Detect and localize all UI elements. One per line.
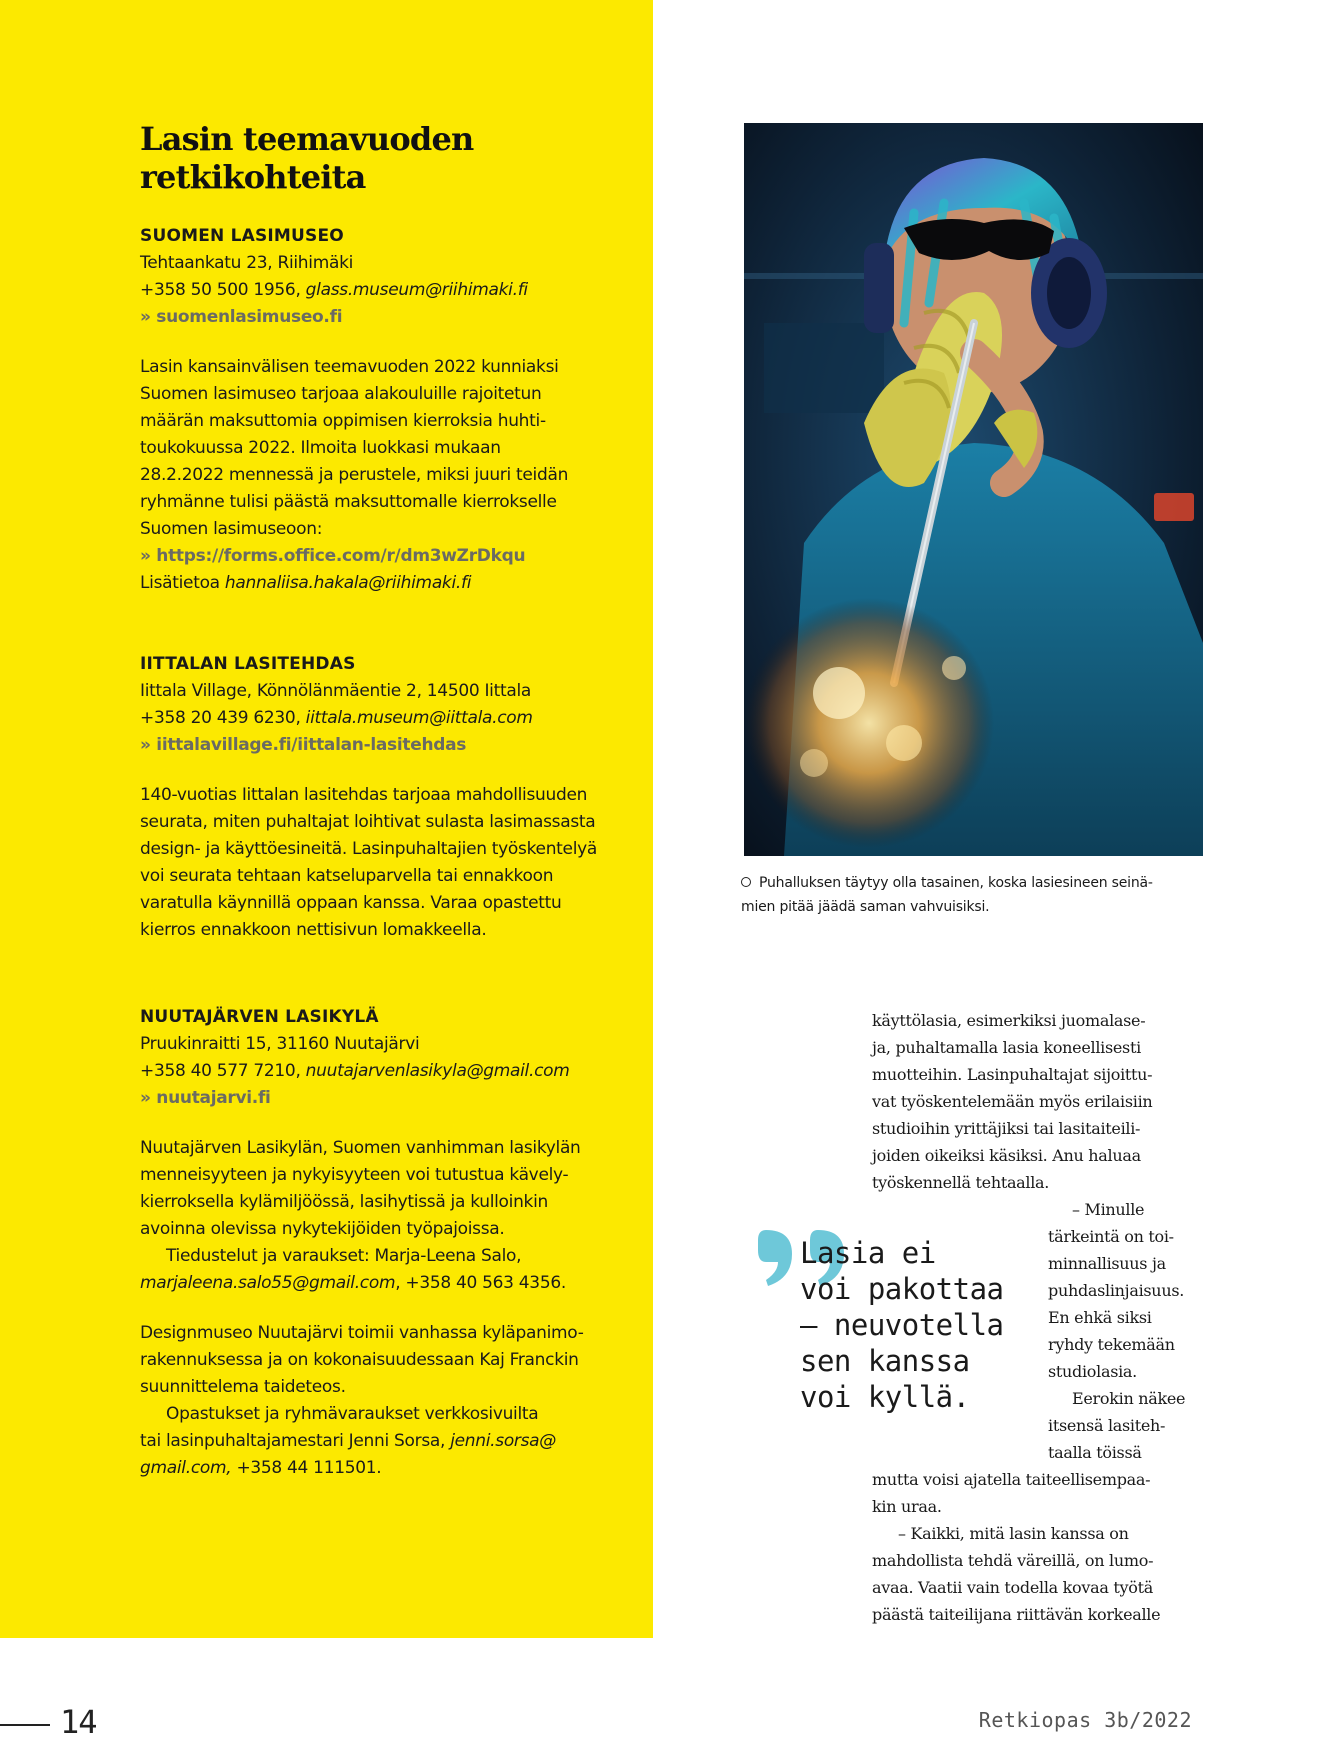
glassblower-illustration: [744, 123, 1203, 856]
article-line: päästä taiteilijana riittävän korkealle: [872, 1605, 1161, 1624]
venue-name: IITTALAN LASITEHDAS: [140, 654, 356, 674]
venue-phone: +358 50 500 1956,: [140, 280, 301, 300]
article-line: minnallisuus ja: [1048, 1254, 1166, 1273]
venue-contact: [140, 705, 640, 732]
publication-name: Retkiopas 3b/2022: [978, 1708, 1192, 1732]
article-line: puhdaslinjaisuus.: [1048, 1281, 1185, 1300]
page-number-rule: [0, 1724, 50, 1726]
venue-address: Pruukinraitti 15, 31160 Nuutajärvi: [140, 1034, 420, 1054]
article-line: studiolasia.: [1048, 1362, 1137, 1381]
pull-quote: Lasia ei voi pakottaa – neuvotella sen kanssa voi kyllä.: [800, 1236, 1004, 1414]
venue-contact: [140, 277, 640, 304]
design-line: suunnittelema taideteos.: [140, 1377, 346, 1397]
venue-description-line: kierros ennakkoon nettisivun lomakkeella.: [140, 920, 487, 940]
venue-description-line: Lasin kansainvälisen teemavuoden 2022 kunniaksi: [140, 357, 559, 377]
venue-address: Iittala Village, Könnölänmäentie 2, 14500 Iittala: [140, 681, 531, 701]
article-line: kin uraa.: [872, 1497, 942, 1516]
venue-description-line: Nuutajärven Lasikylän, Suomen vanhimman lasikylän: [140, 1138, 581, 1158]
guide-phone: +358 44 111501.: [231, 1458, 382, 1478]
venue-description-line: 140-vuotias Iittalan lasitehdas tarjoaa mahdollisuuden: [140, 785, 588, 805]
title-line-2: retkikohteita: [140, 158, 366, 196]
article-line: – Minulle: [1072, 1200, 1145, 1219]
guide-line: [140, 1428, 640, 1455]
venue-description-line: kierroksella kylämiljöössä, lasihytissä ja kulloinkin: [140, 1192, 548, 1212]
venue-description-line: seurata, miten puhaltajat loihtivat sulasta lasimassasta: [140, 812, 596, 832]
venue-contact: [140, 1058, 640, 1085]
design-line: rakennuksessa ja on kokonaisuudessaan Kaj Franckin: [140, 1350, 579, 1370]
article-line: vat työskentelemään myös erilaisiin: [872, 1092, 1153, 1111]
venue-email[interactable]: nuutajarvenlasikyla@gmail.com: [305, 1061, 570, 1081]
more-info-label: Lisätietoa: [140, 573, 220, 593]
venue-description-line: määrän maksuttomia oppimisen kierroksia huhti-: [140, 411, 546, 431]
article-line: – Kaikki, mitä lasin kanssa on: [898, 1524, 1129, 1543]
guide-email-part1[interactable]: jenni.sorsa@: [450, 1431, 556, 1451]
article-line: avaa. Vaatii vain todella kovaa työtä: [872, 1578, 1153, 1597]
caption-line-2: mien pitää jäädä saman vahvuisiksi.: [741, 899, 990, 915]
booking-phone: , +358 40 563 4356.: [395, 1273, 566, 1293]
page-number: 14: [60, 1703, 97, 1741]
more-info-email[interactable]: hannaliisa.hakala@riihimaki.fi: [224, 573, 472, 593]
venue-description-line: Suomen lasimuseo tarjoaa alakouluille rajoitetun: [140, 384, 542, 404]
design-line: Designmuseo Nuutajärvi toimii vanhassa kyläpanimo-: [140, 1323, 584, 1343]
venue-name: SUOMEN LASIMUSEO: [140, 226, 344, 246]
venue-description-line: Suomen lasimuseoon:: [140, 519, 323, 539]
venue-phone: +358 40 577 7210,: [140, 1061, 301, 1081]
guide-line: Opastukset ja ryhmävaraukset verkkosivuilta: [166, 1404, 539, 1424]
form-link[interactable]: » https://forms.office.com/r/dm3wZrDkqu: [140, 546, 526, 566]
venue-description-line: menneisyyteen ja nykyisyyteen voi tutustua kävely-: [140, 1165, 569, 1185]
article-line: tärkeintä on toi-: [1048, 1227, 1174, 1246]
article-line: taalla töissä: [1048, 1443, 1142, 1462]
booking-contact: [140, 1270, 640, 1297]
venue-website-link[interactable]: » suomenlasimuseo.fi: [140, 307, 343, 327]
venue-description-line: design- ja käyttöesineitä. Lasinpuhaltajien työskentelyä: [140, 839, 597, 859]
article-column-wrap: [1048, 1196, 1198, 1466]
venue-website-link[interactable]: » iittalavillage.fi/iittalan-lasitehdas: [140, 735, 467, 755]
photo-caption: [741, 871, 1181, 919]
more-info: [140, 570, 640, 597]
sidebar-title: [140, 120, 610, 196]
venue-nuutajarven-lasikyla: [140, 1004, 640, 1482]
booking-label: Tiedustelut ja varaukset: Marja-Leena Salo,: [166, 1246, 522, 1266]
article-line: itsensä lasiteh-: [1048, 1416, 1166, 1435]
glassblower-photo: [744, 123, 1203, 856]
venue-description-line: 28.2.2022 mennessä ja perustele, miksi juuri teidän: [140, 465, 569, 485]
venue-email[interactable]: glass.museum@riihimaki.fi: [305, 280, 528, 300]
title-line-1: Lasin teemavuoden: [140, 120, 474, 158]
venue-email[interactable]: iittala.museum@iittala.com: [305, 708, 533, 728]
venue-website-link[interactable]: » nuutajarvi.fi: [140, 1088, 271, 1108]
article-line: mutta voisi ajatella taiteellisempaa-: [872, 1470, 1151, 1489]
venue-description-line: ryhmänne tulisi päästä maksuttomalle kierrokselle: [140, 492, 557, 512]
article-line: En ehkä siksi: [1048, 1308, 1152, 1327]
booking-email[interactable]: marjaleena.salo55@gmail.com: [140, 1273, 396, 1293]
article-line: joiden oikeiksi käsiksi. Anu haluaa: [872, 1146, 1141, 1165]
venue-description-line: voi seurata tehtaan katseluparvella tai ennakkoon: [140, 866, 554, 886]
venue-suomen-lasimuseo: [140, 223, 640, 597]
venue-name: NUUTAJÄRVEN LASIKYLÄ: [140, 1007, 379, 1027]
caption-bullet-icon: [741, 877, 751, 887]
article-line: Eerokin näkee: [1072, 1389, 1186, 1408]
venue-description-line: varatulla käynnillä oppaan kanssa. Varaa opastettu: [140, 893, 562, 913]
article-column-top: [872, 1007, 1192, 1196]
article-line: käyttölasia, esimerkiksi juomalase-: [872, 1011, 1146, 1030]
article-line: muotteihin. Lasinpuhaltajat sijoittu-: [872, 1065, 1153, 1084]
article-line: ja, puhaltamalla lasia koneellisesti: [872, 1038, 1141, 1057]
venue-iittalan-lasitehdas: [140, 651, 640, 944]
article-line: ryhdy tekemään: [1048, 1335, 1175, 1354]
caption-line-1: Puhalluksen täytyy olla tasainen, koska lasiesineen seinä-: [759, 875, 1153, 891]
article-line: studioihin yrittäjiksi tai lasitaiteili-: [872, 1119, 1141, 1138]
venue-address: Tehtaankatu 23, Riihimäki: [140, 253, 354, 273]
venue-phone: +358 20 439 6230,: [140, 708, 301, 728]
guide-email-part2[interactable]: gmail.com,: [140, 1458, 232, 1478]
guide-line: [140, 1455, 640, 1482]
article-column-bottom: [872, 1466, 1202, 1628]
guide-text: tai lasinpuhaltajamestari Jenni Sorsa,: [140, 1431, 446, 1451]
venue-description-line: avoinna olevissa nykytekijöiden työpajoissa.: [140, 1219, 505, 1239]
venue-description-line: toukokuussa 2022. Ilmoita luokkasi mukaan: [140, 438, 501, 458]
article-line: työskennellä tehtaalla.: [872, 1173, 1050, 1192]
article-line: mahdollista tehdä väreillä, on lumo-: [872, 1551, 1154, 1570]
